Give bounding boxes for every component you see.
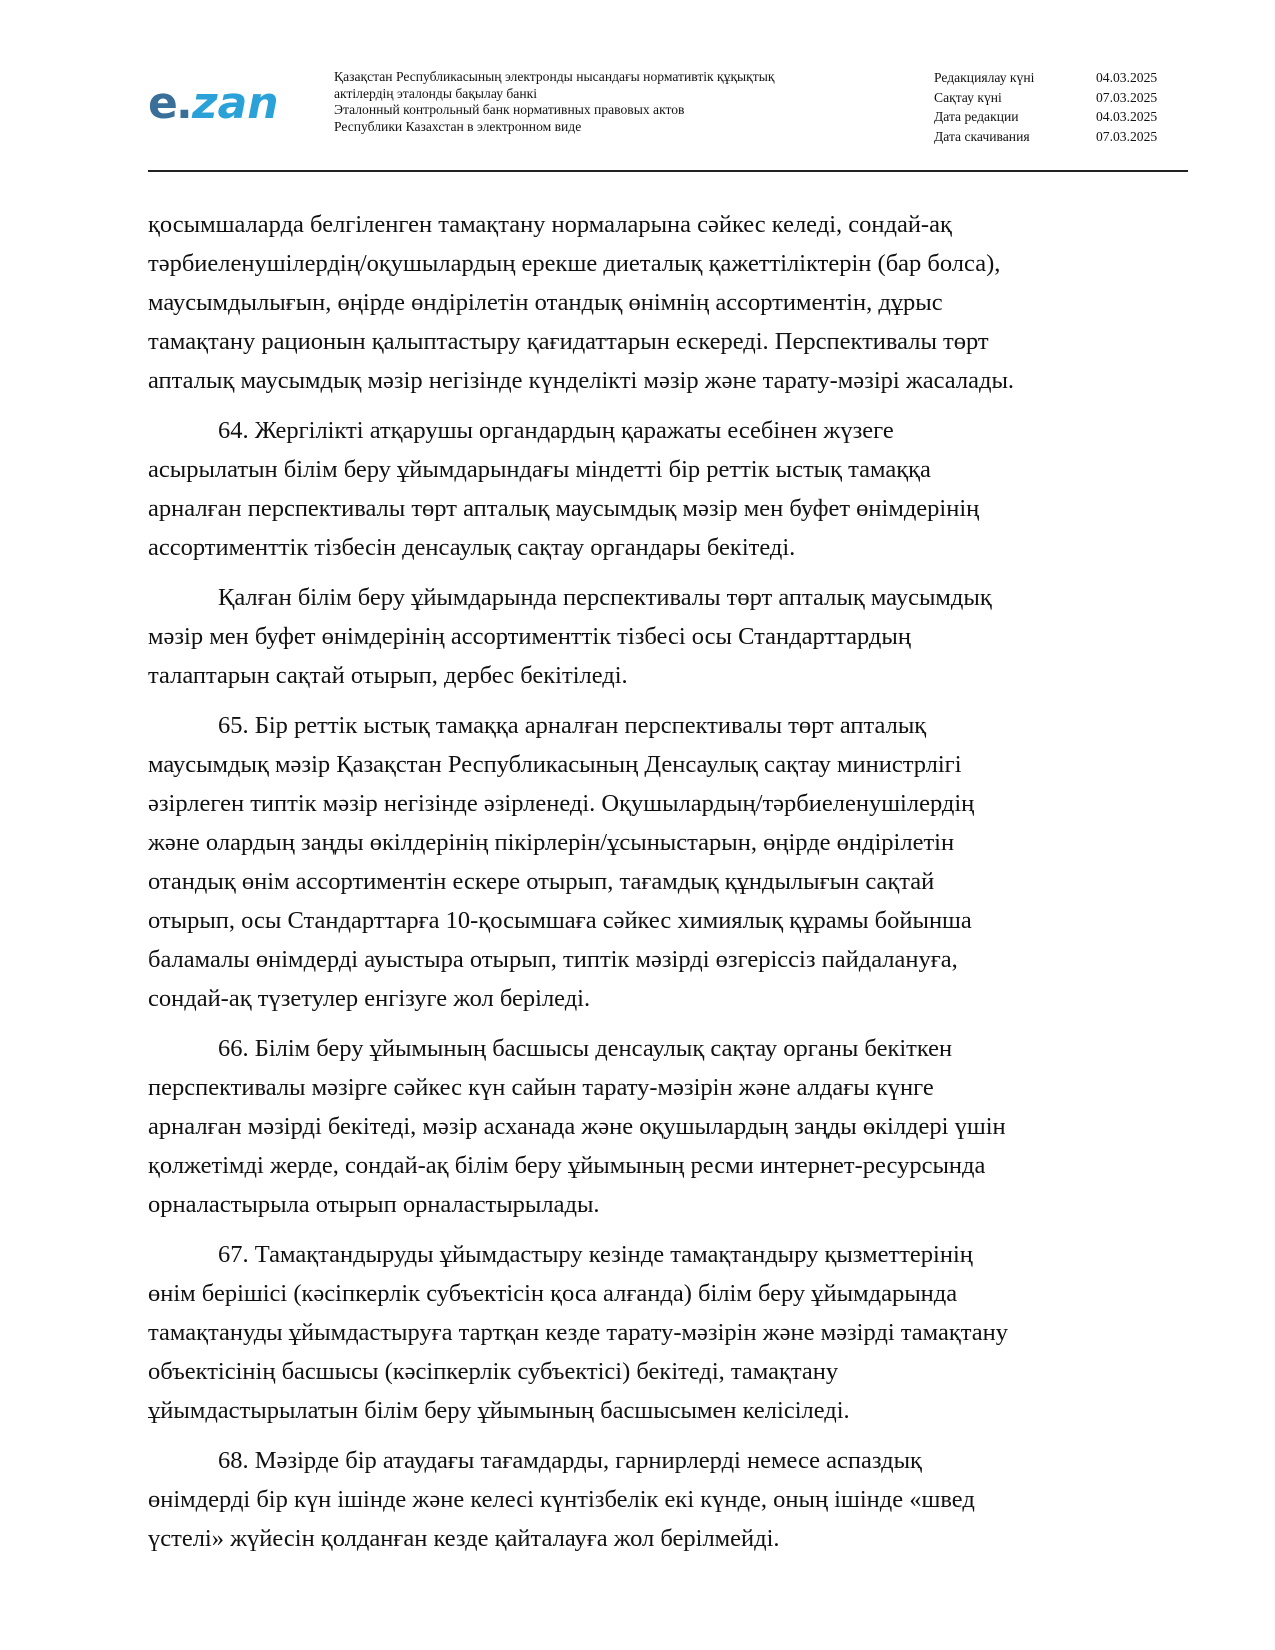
text-line: отандық өнім ассортиментін ескере отырып, тағамдық құндылығын сақтай [148, 868, 935, 895]
text-line: баламалы өнімдерді ауыстыра отырып, типтік мәзірді өзгеріссіз пайдалануға, [148, 946, 958, 973]
meta-label: Дата скачивания [934, 128, 1030, 144]
ezan-logo [148, 78, 298, 128]
paragraph-65 [148, 706, 1188, 1018]
document-body [148, 205, 1188, 1569]
text-line: арналған перспективалы төрт апталық маусымдық мәзір мен буфет өнімдерінің [148, 495, 980, 522]
paragraph-continuation [148, 205, 1188, 400]
paragraph-66 [148, 1029, 1188, 1224]
download-date-ru-row [934, 127, 1194, 147]
text-line: 66. Білім беру ұйымының басшысы денсаулық сақтау органы бекіткен [218, 1035, 953, 1062]
document-dates [934, 68, 1194, 146]
bank-title-line: Эталонный контрольный банк нормативных правовых актов [334, 102, 685, 117]
text-line: тамақтануды ұйымдастыруға тартқан кезде тарату-мәзірін және мәзірді тамақтану [148, 1319, 1009, 1346]
text-line: мәзір мен буфет өнімдерінің ассортименттік тізбесі осы Стандарттардың [148, 623, 911, 650]
text-line: маусымдылығын, өңірде өндірілетін отандық өнімнің ассортиментін, дұрыс [148, 289, 943, 316]
document-header [148, 60, 1188, 172]
text-line: отырып, осы Стандарттарға 10-қосымшаға сәйкес химиялық құрамы бойынша [148, 907, 972, 934]
logo-dot: . [176, 78, 193, 128]
paragraph-64-continued [148, 578, 1188, 695]
text-line: әзірлеген типтік мәзір негізінде әзірленеді. Оқушылардың/тәрбиеленушілердің [148, 790, 975, 817]
meta-label: Дата редакции [934, 109, 1019, 124]
edit-date-ru-row [934, 107, 1194, 127]
text-line: өнімдерді бір күн ішінде және келесі күнтізбелік екі күнде, оның ішінде «швед [148, 1486, 975, 1513]
text-line: 65. Бір реттік ыстық тамаққа арналған перспективалы төрт апталық [218, 712, 927, 739]
bank-title-line: актілердің эталонды бақылау банкі [334, 85, 537, 101]
text-line: және олардың заңды өкілдерінің пікірлерін/ұсыныстарын, өңірде өндірілетін [148, 829, 955, 856]
meta-value: 07.03.2025 [1096, 128, 1158, 144]
text-line: ассортименттік тізбесін денсаулық сақтау органдары бекітеді. [148, 534, 796, 561]
meta-label: Редакциялау күні [934, 70, 1035, 85]
paragraph-67 [148, 1235, 1188, 1430]
text-line: 67. Тамақтандыруды ұйымдастыру кезінде тамақтандыру қызметтерінің [218, 1241, 973, 1268]
text-line: 64. Жергілікті атқарушы органдардың қаражаты есебінен жүзеге [218, 417, 894, 444]
text-line: перспективалы мәзірге сәйкес күн сайын тарату-мәзірін және алдағы күнге [148, 1074, 934, 1101]
text-line: қосымшаларда белгіленген тамақтану нормаларына сәйкес келеді, сондай-ақ [148, 211, 952, 238]
meta-value: 07.03.2025 [1096, 89, 1158, 105]
text-line: асырылатын білім беру ұйымдарындағы міндетті бір реттік ыстық тамаққа [148, 456, 931, 483]
header-divider [148, 170, 1188, 172]
paragraph-68 [148, 1441, 1188, 1558]
bank-title [334, 69, 894, 135]
edit-date-kk-row [934, 68, 1194, 88]
text-line: тамақтану рационын қалыптастыру қағидаттарын ескереді. Перспективалы төрт [148, 328, 989, 355]
text-line: объектісінің басшысы (кәсіпкерлік субъектісі) бекітеді, тамақтану [148, 1358, 839, 1385]
meta-label: Сақтау күні [934, 89, 1002, 105]
bank-title-line: Қазақстан Республикасының электронды нысандағы нормативтік құқықтық [334, 69, 775, 84]
logo-letter-e: e [148, 78, 178, 128]
save-date-kk-row [934, 88, 1194, 108]
text-line: арналған мәзірді бекітеді, мәзір асханада және оқушылардың заңды өкілдері үшін [148, 1113, 1006, 1140]
text-line: орналастырыла отырып орналастырылады. [148, 1191, 600, 1218]
text-line: Қалған білім беру ұйымдарында перспективалы төрт апталық маусымдық [218, 584, 992, 611]
text-line: сондай-ақ түзетулер енгізуге жол беріледі. [148, 985, 591, 1012]
meta-value: 04.03.2025 [1096, 70, 1158, 85]
text-line: ұйымдастырылатын білім беру ұйымының басшысымен келісіледі. [148, 1397, 850, 1424]
text-line: үстелі» жүйесін қолданған кезде қайталауға жол берілмейді. [148, 1525, 780, 1552]
bank-title-line: Республики Казахстан в электронном виде [334, 118, 582, 134]
logo-word-zan: zan [192, 78, 279, 128]
text-line: апталық маусымдық мәзір негізінде күнделікті мәзір және тарату-мәзірі жасалады. [148, 367, 1015, 394]
text-line: маусымдық мәзір Қазақстан Республикасының Денсаулық сақтау министрлігі [148, 751, 962, 778]
text-line: талаптарын сақтай отырып, дербес бекітіледі. [148, 662, 628, 689]
paragraph-64 [148, 411, 1188, 567]
text-line: қолжетімді жерде, сондай-ақ білім беру ұйымының ресми интернет-ресурсында [148, 1152, 986, 1179]
text-line: 68. Мәзірде бір атаудағы тағамдарды, гарнирлерді немесе аспаздық [218, 1447, 922, 1474]
text-line: тәрбиеленушілердің/оқушылардың ерекше диеталық қажеттіліктерін (бар болса), [148, 250, 1001, 277]
text-line: өнім берішісі (кәсіпкерлік субъектісін қоса алғанда) білім беру ұйымдарында [148, 1280, 958, 1307]
meta-value: 04.03.2025 [1096, 109, 1158, 124]
